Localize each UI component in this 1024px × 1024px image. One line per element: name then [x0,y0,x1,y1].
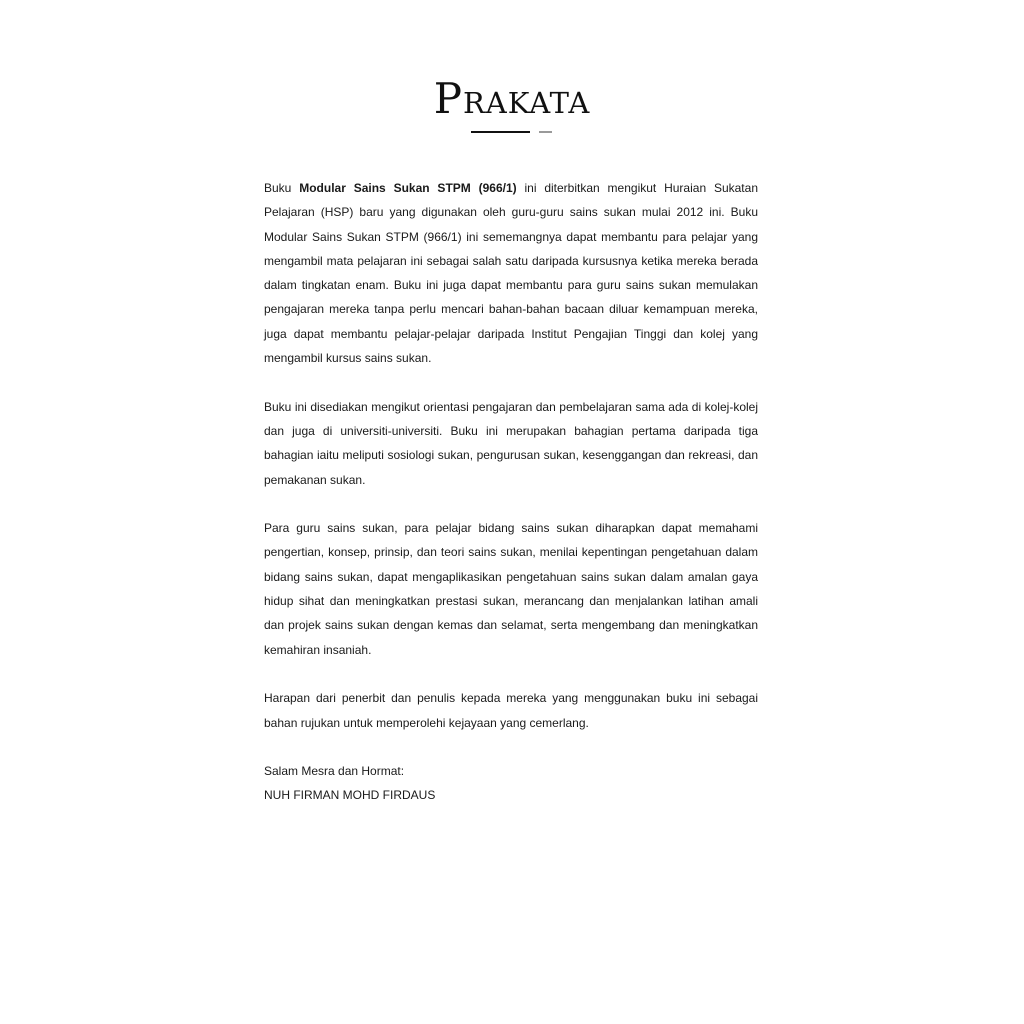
title-underline [471,131,530,133]
closing-salutation: Salam Mesra dan Hormat: [264,764,405,779]
closing-block [264,759,758,808]
paragraph-1-lead: Buku [264,181,300,195]
paragraph-2: Buku ini disediakan mengikut orientasi pengajaran dan pembelajaran sama ada di kolej-kolej dan juga di universiti-universiti. Buku ini merupakan bahagian pertama daripada tiga bahagian iaitu meliputi sosiologi sukan, pengurusan sukan, kesenggangan dan rekreasi, dan pemakanan sukan. [264,399,758,487]
paragraph-1 [264,176,758,370]
book-title: Modular Sains Sukan STPM (966/1) [299,181,517,195]
preface-body [264,176,758,808]
paragraph-3: Para guru sains sukan, para pelajar bidang sains sukan diharapkan dapat memahami pengertian, konsep, prinsip, dan teori sains sukan, menilai kepentingan pengetahuan dalam bidang sains sukan, dapat mengaplikasikan pengetahuan sains sukan dalam amalan gaya hidup sihat dan meningkatkan prestasi sukan, merancang dan menjalankan latihan amali dan projek sains sukan dengan kemas dan selamat, serta mengembang dan meningkatkan kemahiran insaniah. [264,521,758,657]
title-underline-accent [539,131,552,133]
page-title: Prakata [433,74,591,123]
author-name: NUH FIRMAN MOHD FIRDAUS [264,788,436,803]
paragraph-4: Harapan dari penerbit dan penulis kepada mereka yang menggunakan buku ini sebagai bahan rujukan untuk memperolehi kejayaan yang cemerlang. [264,691,758,730]
paragraph-1-rest: ini diterbitkan mengikut Huraian Sukatan Pelajaran (HSP) baru yang digunakan oleh guru-guru sains sukan mulai 2012 ini. Buku Modular Sains Sukan STPM (966/1) ini sememangnya dapat membantu para pelajar yang mengambil mata pelajaran ini sebagai salah satu daripada kursusnya ketika mereka berada dalam tingkatan enam. Buku ini juga dapat membantu para guru sains sukan memulakan pengajaran mereka tanpa perlu mencari bahan-bahan bacaan diluar kemampuan mereka, juga dapat membantu pelajar-pelajar daripada Institut Pengajian Tinggi dan kolej yang mengambil kursus sains sukan. [264,181,758,366]
